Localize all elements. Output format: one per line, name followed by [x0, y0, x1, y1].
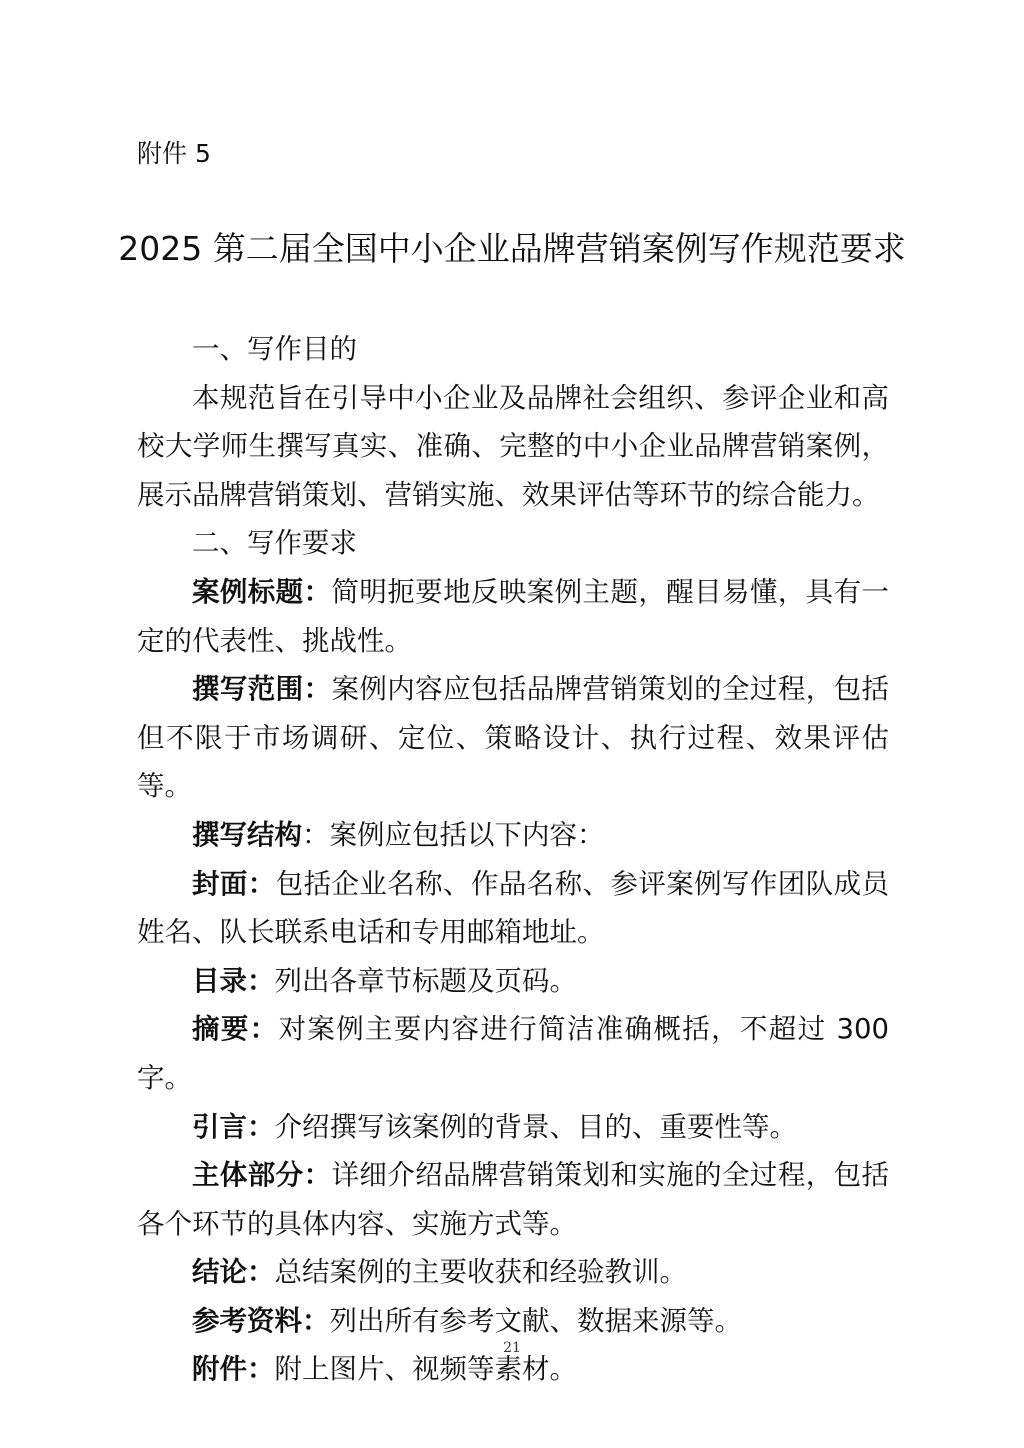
term-label: 主体部分：: [192, 1159, 332, 1192]
document-body: [137, 325, 889, 1394]
term-label: 结论：: [192, 1256, 275, 1289]
term-label: 封面：: [192, 867, 276, 900]
structure-references: 参考资料：列出所有参考文献、数据来源等。: [192, 1304, 742, 1337]
requirement-scope: 撰写范围：案例内容应包括品牌营销策划的全过程，包括但不限于市场调研、定位、策略设计、执行过程、效果评估等。: [137, 673, 890, 803]
term-label: 附件：: [192, 1353, 275, 1386]
section-heading-purpose: 一、写作目的: [192, 333, 357, 365]
structure-main-body: 主体部分：详细介绍品牌营销策划和实施的全过程，包括各个环节的具体内容、实施方式等。: [137, 1159, 890, 1240]
requirement-structure: 撰写结构：案例应包括以下内容：: [192, 818, 605, 851]
term-label: 案例标题：: [192, 575, 332, 608]
requirement-case-title: 案例标题：简明扼要地反映案例主题，醒目易懂，具有一定的代表性、挑战性。: [137, 575, 890, 657]
term-label: 引言：: [192, 1110, 275, 1143]
structure-attachments: 附件：附上图片、视频等素材。: [192, 1353, 577, 1386]
section-heading-requirements: 二、写作要求: [192, 527, 357, 560]
document-title: 2025 第二届全国中小企业品牌营销案例写作规范要求: [118, 229, 906, 268]
structure-conclusion: 结论：总结案例的主要收获和经验教训。: [192, 1256, 687, 1289]
purpose-paragraph: 本规范旨在引导中小企业及品牌社会组织、参评企业和高校大学师生撰写真实、准确、完整的中小企业品牌营销案例，展示品牌营销策划、营销实施、效果评估等环节的综合能力。: [137, 381, 889, 511]
term-label: 参考资料：: [192, 1304, 330, 1337]
term-label: 摘要：: [192, 1013, 279, 1046]
structure-toc: 目录：列出各章节标题及页码。: [192, 964, 577, 997]
structure-introduction: 引言：介绍撰写该案例的背景、目的、重要性等。: [192, 1110, 797, 1143]
page-number: 21: [503, 1340, 521, 1356]
term-label: 目录：: [192, 964, 275, 997]
term-label: 撰写结构: [192, 818, 302, 851]
structure-cover: 封面：包括企业名称、作品名称、参评案例写作团队成员姓名、队长联系电话和专用邮箱地址。: [137, 867, 889, 949]
structure-abstract: 摘要：对案例主要内容进行简洁准确概括，不超过 300 字。: [137, 1013, 889, 1094]
term-label: 撰写范围：: [192, 673, 332, 706]
attachment-label: 附件 5: [137, 139, 211, 168]
